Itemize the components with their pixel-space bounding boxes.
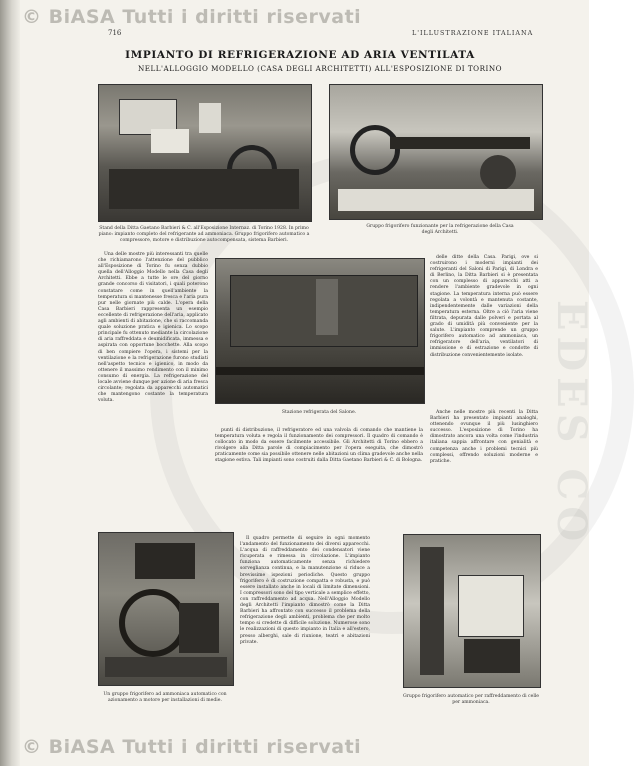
photo-gruppo-automatico [403, 534, 541, 688]
photo-stand-barbieri [98, 84, 312, 222]
book-spine [0, 0, 20, 766]
paragraph: Il quadro permette di seguire in ogni momento l'andamento del funzionamento dei diversi apparecchi. L'acqua di raffreddamento dei condensatori viene ricuperata e rimessa in circolazione. L'impianto funziona automaticamente senza richiedere sorveglianza continua, e la manutenzione si riduce a brevissime ispezioni periodiche. Questo gruppo frigorifero è di costruzione compatta e robusta, e può essere installato anche in locali di limitate dimensioni. I compressori sono del tipo verticale a semplice effetto, con raffreddamento ad acqua. Nell'Alloggio Modello degli Architetti l'impianto dimostrò come la Ditta Barbieri ha affrontato con successo il problema della refrigerazione degli ambienti, problema che per molto tempo si credette di difficile soluzione. Numerose sono le realizzazioni di questo impianto in Italia e all'estero, presso alberghi, sale di riunione, teatri e abitazioni private. [240, 536, 370, 645]
caption-bottom-right: Gruppo frigorifero automatico per raffreddamento di celle per ammoniaca. [403, 694, 539, 705]
page-number: 716 [108, 29, 122, 37]
paragraph: Una delle mostre più interessanti tra quelle che richiamarono l'attenzione del pubblico all'Esposizione di Torino fu senza dubbio quella dell'Alloggio Modello nella Casa degli Architetti. Ebbe a tutte le ore del giorno grande concorso di visitatori, i quali poterono constatare come in quell'ambiente la temperatura si mantenesse fresca e l'aria pura pur nelle giornate più calde. L'opera della Casa Barbieri rappresenta un esempio eccellente di refrigerazione dell'aria, applicato agli ambienti di abitazione, che si raccomanda quale soluzione pratica e igienica. Lo scopo principale fu ottenuto mediante la circolazione di aria raffreddata e deumidificata, immessa e aspirata con opportune bocchette. Alla scopo di ben compiere l'opera, i sistemi per la ventilazione e la refrigerazione furono studiati nell'aspetto tecnico e igienico, in modo da ottenere il massimo rendimento con il minimo consumo di energia. La refrigerazione del locale avviene dunque per azione di aria fresca circolante; regolata da apparecchi automatici che mantengono costante la temperatura voluta. [98, 252, 208, 404]
body-column-right-upper [430, 255, 538, 405]
paragraph: punti di distribuzione, il refrigeratore ed una valvola di comando che mantiene la temperatura voluta e regola il funzionamento dei compressori. Il quadro di comando è collocato in modo da essere facilmente accessibile. Gli Architetti di Torino ebbero a rivolgere alla Ditta parole di compiacimento per l'opera eseguita, che dimostrò praticamente come sia possibile ottenere nelle abitazioni un clima gradevole anche nella stagione estiva. Tali impianti sono costruiti dalla Ditta Gaetano Barbieri & C. di Bologna. [215, 428, 423, 464]
running-head: L'ILLUSTRAZIONE ITALIANA [412, 29, 534, 37]
caption-top-right: Gruppo frigorifero funzionante per la refrigerazione della Casa degli Architetti. [366, 224, 514, 235]
article-title: IMPIANTO DI REFRIGERAZIONE AD ARIA VENTILATA [125, 49, 475, 61]
caption-top-left: Stand della Ditta Gaetano Barbieri & C. all'Esposizione Internaz. di Torino 1928. In primo piano: impianto completo del refrigerante ad ammoniaca. Gruppo frigorifero automatico a compressore, motore e distribuzione autocompensata, sistema Barbieri. [98, 226, 310, 243]
caption-middle: Stazione refrigerata del Salone. [281, 410, 357, 415]
watermark-bottom: © BiASA Tutti i diritti riservati [22, 736, 362, 758]
watermark-top: © BiASA Tutti i diritti riservati [22, 6, 362, 28]
photo-gruppo-frigorifero [329, 84, 543, 220]
paragraph: Anche nelle mostre più recenti la Ditta Barbieri ha presentato impianti analoghi, ottenendo ovunque il più lusinghiero successo. L'esposizione di Torino ha dimostrato ancora una volta come l'industria italiana sappia affrontare con genialità e competenza anche i problemi tecnici più complessi, offrendo soluzioni moderne e pratiche. [430, 410, 538, 464]
caption-bottom-left: Un gruppo frigorifero ad ammoniaca automatico con azionamento a motore per installazioni di medie. [103, 692, 227, 703]
body-column-center-lower [240, 536, 370, 736]
body-column-mid [215, 428, 423, 532]
body-column-right-lower [430, 410, 538, 518]
photo-stazione-refrigerata [215, 258, 425, 404]
paragraph: delle ditte della Casa. Parigi, ove si costruirono i moderni impianti dei refrigeranti del Saloni di Parigi, di Londra e di Berlino, la Ditta Barbieri si è presentata con un complesso di apparecchi atti a rendere l'ambiente gradevole in ogni stagione. La temperatura interna può essere regolata a volontà e mantenuta costante, indipendentemente dalle variazioni della temperatura esterna. Oltre a ciò l'aria viene filtrata, depurata dalle polveri e portata al grado di umidità più conveniente per la salute. L'impianto comprende un gruppo frigorifero automatico ad ammoniaca, un refrigeratore dell'aria, ventilatori di immissione e di estrazione e condotte di distribuzione convenientemente isolate. [430, 255, 538, 358]
photo-gruppo-ammoniaca [98, 532, 234, 686]
article-subtitle: NELL'ALLOGGIO MODELLO (CASA DEGLI ARCHITETTI) ALL'ESPOSIZIONE DI TORINO [137, 64, 503, 73]
seal-lettering: EDES CO [548, 300, 595, 548]
